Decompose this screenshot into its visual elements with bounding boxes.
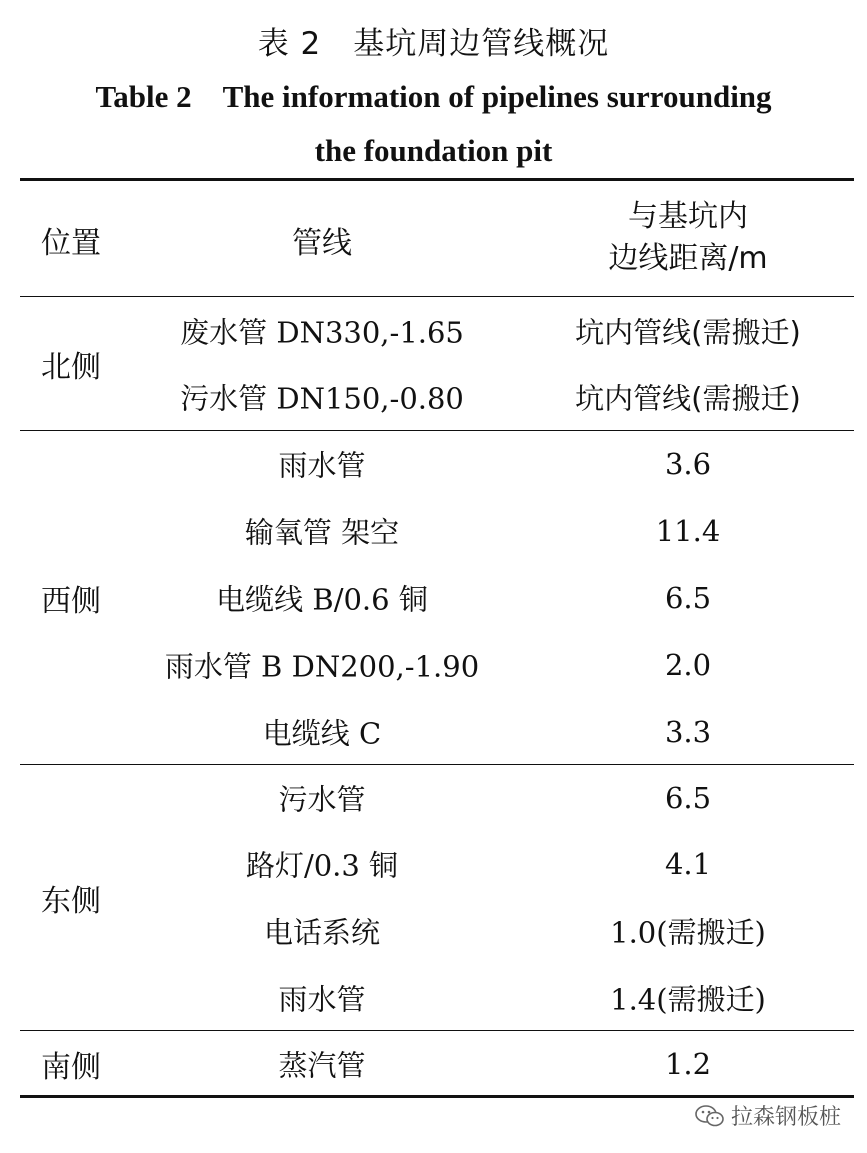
header-distance-line2: 边线距离/m	[608, 241, 768, 276]
watermark-text: 拉森钢板桩	[730, 1105, 841, 1130]
table-caption-en-line2: the foundation pit	[314, 133, 553, 168]
table-caption-en-line1: Table 2 The information of pipelines surrounding	[95, 79, 772, 114]
table-row-pipeline: 输氧管 架空	[244, 515, 400, 550]
table-row-pipeline: 废水管 DN330,-1.65	[180, 315, 464, 350]
table-row-distance: 2.0	[664, 648, 712, 682]
header-location: 位置	[41, 226, 101, 261]
header-pipeline: 管线	[292, 226, 352, 261]
table-row-distance: 坑内管线(需搬迁)	[575, 315, 801, 350]
group-rule	[20, 430, 854, 431]
table-row-distance: 3.3	[664, 715, 712, 749]
table-caption-en	[60, 70, 807, 178]
table-top-rule	[20, 178, 854, 181]
table-row-distance: 6.5	[664, 581, 712, 615]
group-rule	[20, 764, 854, 765]
table-row-pipeline: 路灯/0.3 铜	[245, 848, 399, 883]
table-row-distance: 3.6	[664, 447, 712, 481]
table-row-pipeline: 电话系统	[263, 915, 381, 950]
table-row-pipeline: 蒸汽管	[278, 1048, 366, 1083]
location-east: 东侧	[41, 884, 101, 919]
table-row-distance: 11.4	[655, 514, 721, 548]
location-south: 南侧	[41, 1050, 101, 1085]
table-row-distance: 6.5	[664, 781, 712, 815]
table-row-pipeline: 污水管	[278, 782, 366, 817]
location-west: 西侧	[41, 584, 101, 619]
group-rule	[20, 1030, 854, 1031]
table-row-pipeline: 雨水管 B DN200,-1.90	[164, 649, 480, 684]
header-distance	[608, 196, 767, 280]
table-row-pipeline: 电缆线 B/0.6 铜	[216, 582, 428, 617]
location-north: 北侧	[41, 350, 101, 385]
watermark	[695, 1100, 841, 1131]
header-distance-line1: 与基坑内	[628, 199, 748, 234]
table-bottom-rule	[20, 1095, 854, 1098]
table-row-pipeline: 雨水管	[278, 982, 366, 1017]
table-row-pipeline: 污水管 DN150,-0.80	[180, 381, 464, 416]
table-row-distance: 1.4(需搬迁)	[610, 982, 766, 1017]
header-rule	[20, 296, 854, 297]
table-row-pipeline: 电缆线 C	[262, 716, 382, 751]
table-row-distance: 1.0(需搬迁)	[610, 915, 766, 950]
wechat-icon	[695, 1104, 725, 1128]
table-row-distance: 1.2	[664, 1047, 712, 1081]
table-row-pipeline: 雨水管	[278, 448, 366, 483]
table-row-distance: 坑内管线(需搬迁)	[575, 381, 801, 416]
table-row-distance: 4.1	[664, 847, 712, 881]
table-caption-cn: 表 2 基坑周边管线概况	[257, 26, 610, 62]
